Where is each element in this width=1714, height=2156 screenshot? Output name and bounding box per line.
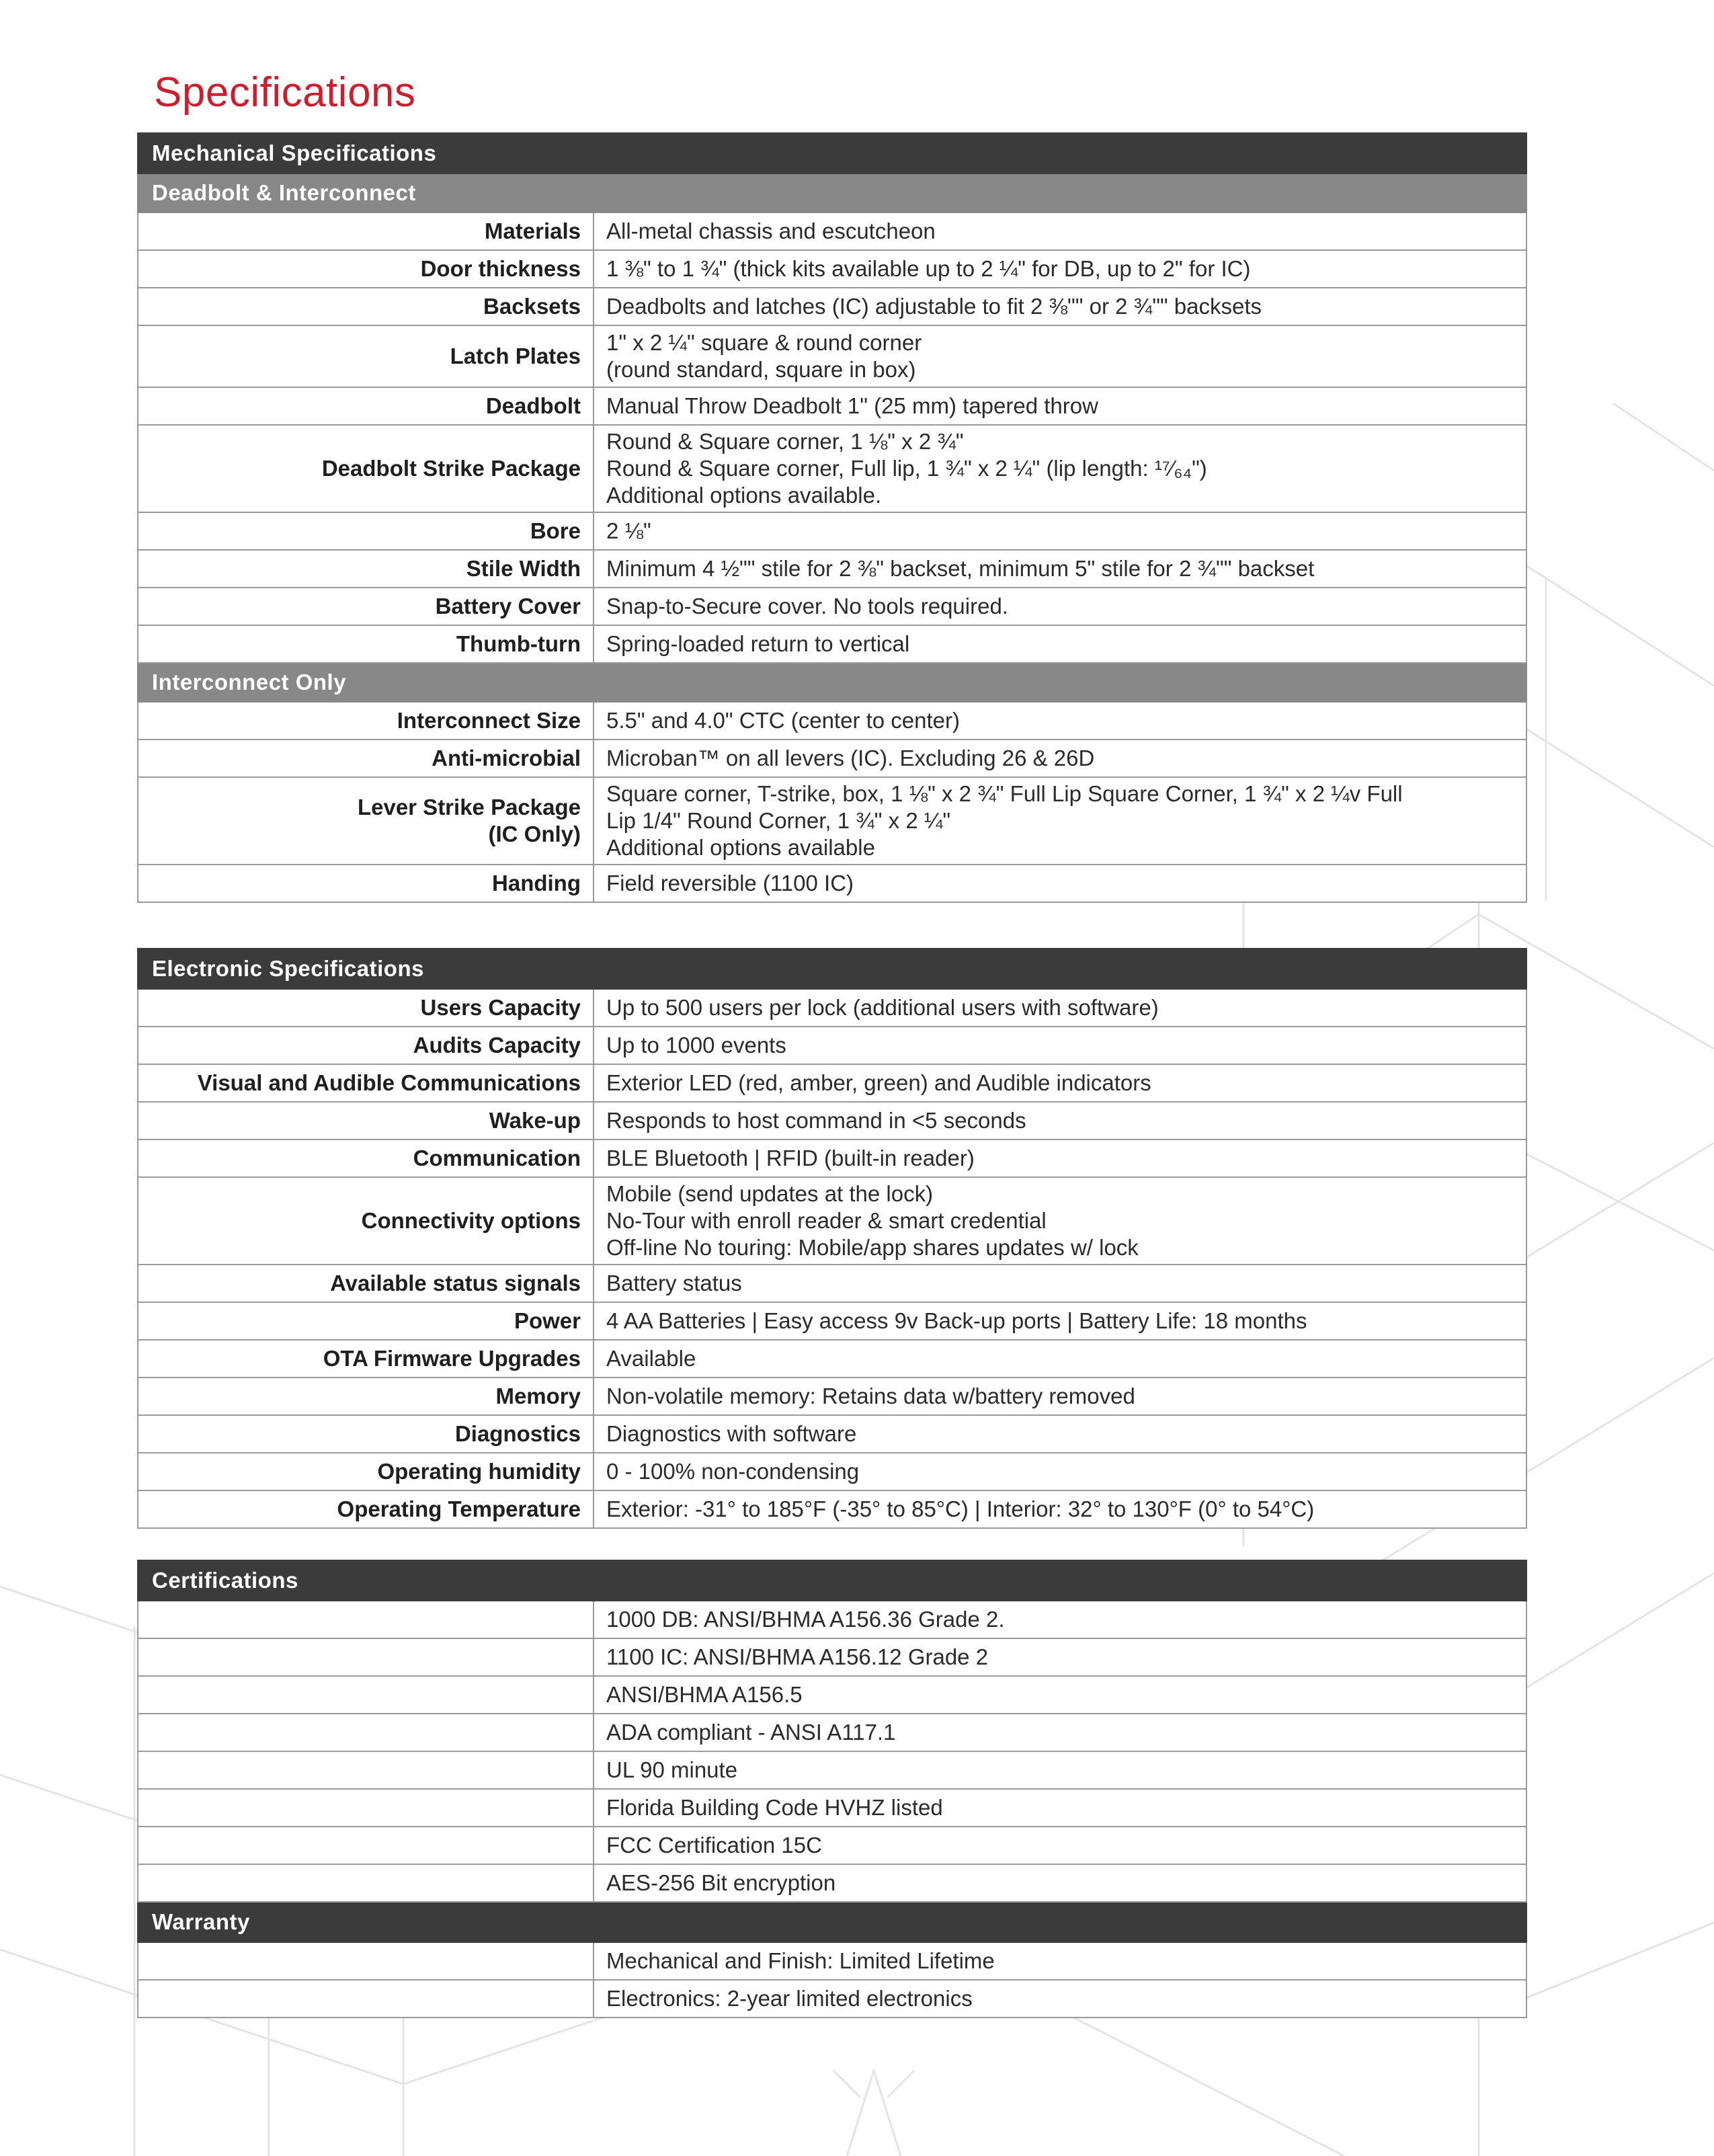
- section-title: Mechanical Specifications: [138, 133, 1526, 173]
- page-title: Specifications: [154, 69, 416, 116]
- spec-row: [138, 1378, 1526, 1415]
- empty-label-cell: [138, 1601, 594, 1638]
- spec-value: [594, 1340, 1526, 1378]
- spec-value-line: Round & Square corner, Full lip, 1 ¾" x 2 ¼" (lip length: ¹⁷⁄₆₄"): [606, 456, 1207, 481]
- spec-value: [594, 512, 1526, 550]
- empty-label-cell: [138, 1827, 594, 1864]
- spec-value: [594, 1453, 1526, 1490]
- spec-row: [138, 1453, 1526, 1490]
- spec-value-line: (round standard, square in box): [606, 357, 916, 382]
- spec-row: [138, 1102, 1526, 1140]
- deadbolt-interconnect-header: [138, 173, 1526, 212]
- spec-value-line: Exterior: -31° to 185°F (-35° to 85°C) | Interior: 32° to 130°F (0° to 54°C): [606, 1496, 1315, 1521]
- list-item: [138, 1714, 1526, 1751]
- spec-value-line: Field reversible (1100 IC): [606, 871, 854, 895]
- empty-label-cell: [138, 1980, 594, 2018]
- spec-value: [594, 865, 1526, 902]
- spec-label: Users Capacity: [138, 989, 594, 1027]
- spec-value-line: Spring-loaded return to vertical: [606, 631, 910, 656]
- list-item-text: Florida Building Code HVHZ listed: [594, 1789, 1526, 1827]
- list-item-text: 1100 IC: ANSI/BHMA A156.12 Grade 2: [594, 1638, 1526, 1676]
- spec-value: [594, 1177, 1526, 1265]
- list-item: [138, 1638, 1526, 1676]
- spec-row: [138, 512, 1526, 550]
- spec-label: [138, 777, 594, 865]
- spec-value: [594, 1265, 1526, 1302]
- spec-label: Thumb-turn: [138, 625, 594, 663]
- spec-label: Available status signals: [138, 1265, 594, 1302]
- spec-row: [138, 1490, 1526, 1528]
- spec-label: Anti-microbial: [138, 740, 594, 777]
- list-item-text: 1000 DB: ANSI/BHMA A156.36 Grade 2.: [594, 1601, 1526, 1638]
- spec-label: Memory: [138, 1378, 594, 1415]
- spec-row: [138, 212, 1526, 250]
- spec-value-line: Snap-to-Secure cover. No tools required.: [606, 594, 1008, 618]
- empty-label-cell: [138, 1789, 594, 1827]
- spec-row: [138, 550, 1526, 588]
- spec-value-line: Manual Throw Deadbolt 1" (25 mm) tapered throw: [606, 393, 1098, 418]
- list-item: [138, 1676, 1526, 1714]
- spec-value: [594, 1302, 1526, 1340]
- spec-row: [138, 865, 1526, 902]
- section-title: Warranty: [138, 1902, 1526, 1942]
- spec-value-line: 5.5" and 4.0" CTC (center to center): [606, 708, 961, 733]
- spec-label: Door thickness: [138, 250, 594, 288]
- spec-row: [138, 325, 1526, 387]
- spec-label: Interconnect Size: [138, 702, 594, 740]
- spec-value-line: 0 - 100% non-condensing: [606, 1459, 860, 1484]
- spec-value-line: Deadbolts and latches (IC) adjustable to fit 2 ⅜"" or 2 ¾"" backsets: [606, 294, 1262, 319]
- spec-label-line: Lever Strike Package: [357, 795, 581, 820]
- spec-row: [138, 1140, 1526, 1177]
- list-item-text: AES-256 Bit encryption: [594, 1864, 1526, 1902]
- empty-label-cell: [138, 1864, 594, 1902]
- spec-value-line: Mobile (send updates at the lock): [606, 1181, 934, 1206]
- warranty-header: [138, 1902, 1526, 1942]
- spec-value-line: Lip 1/4" Round Corner, 1 ¾" x 2 ¼": [606, 808, 951, 833]
- spec-value-line: Additional options available.: [606, 483, 882, 508]
- spec-value-line: 4 AA Batteries | Easy access 9v Back-up ports | Battery Life: 18 months: [606, 1308, 1307, 1333]
- spec-row: [138, 250, 1526, 288]
- empty-label-cell: [138, 1942, 594, 1980]
- empty-label-cell: [138, 1714, 594, 1751]
- spec-row: [138, 1027, 1526, 1064]
- spec-value-line: No-Tour with enroll reader & smart credential: [606, 1208, 1047, 1233]
- spec-label: Power: [138, 1302, 594, 1340]
- spec-label: Backsets: [138, 288, 594, 325]
- spec-label: Latch Plates: [138, 325, 594, 387]
- spec-row: [138, 625, 1526, 663]
- spec-row: [138, 989, 1526, 1027]
- spec-value-line: 2 ⅛": [606, 518, 651, 543]
- spec-label: Audits Capacity: [138, 1027, 594, 1064]
- mechanical-specifications-header: [138, 133, 1526, 173]
- spec-value: [594, 740, 1526, 777]
- list-item: [138, 1864, 1526, 1902]
- spec-row: [138, 777, 1526, 865]
- spec-value: [594, 1027, 1526, 1064]
- spec-value-line: Exterior LED (red, amber, green) and Audible indicators: [606, 1070, 1151, 1095]
- spec-label: Handing: [138, 865, 594, 902]
- spec-value-line: All-metal chassis and escutcheon: [606, 218, 936, 243]
- spec-value-line: Up to 1000 events: [606, 1033, 786, 1057]
- electronic-specifications-header: [138, 949, 1526, 989]
- section-title: Electronic Specifications: [138, 949, 1526, 989]
- spec-value: [594, 250, 1526, 288]
- spec-value: [594, 777, 1526, 865]
- spec-value: [594, 588, 1526, 625]
- list-item-text: UL 90 minute: [594, 1751, 1526, 1789]
- spec-value: [594, 1415, 1526, 1453]
- list-item: [138, 1827, 1526, 1864]
- spec-value-line: Round & Square corner, 1 ⅛" x 2 ¾": [606, 429, 964, 454]
- list-item-text: Mechanical and Finish: Limited Lifetime: [594, 1942, 1526, 1980]
- spec-label: Battery Cover: [138, 588, 594, 625]
- spec-row: [138, 387, 1526, 425]
- mechanical-specifications-table: [137, 132, 1527, 903]
- empty-label-cell: [138, 1638, 594, 1676]
- interconnect-only-header: [138, 663, 1526, 702]
- spec-value: [594, 425, 1526, 512]
- list-item-text: FCC Certification 15C: [594, 1827, 1526, 1864]
- spec-label: Deadbolt: [138, 387, 594, 425]
- spec-value-line: 1" x 2 ¼" square & round corner: [606, 330, 922, 355]
- subsection-title: Interconnect Only: [138, 663, 1526, 702]
- empty-label-cell: [138, 1751, 594, 1789]
- spec-value-line: Diagnostics with software: [606, 1421, 857, 1446]
- spec-row: [138, 425, 1526, 512]
- spec-label: OTA Firmware Upgrades: [138, 1340, 594, 1378]
- spec-label: Operating humidity: [138, 1453, 594, 1490]
- spec-label: Communication: [138, 1140, 594, 1177]
- list-item: [138, 1980, 1526, 2018]
- spec-row: [138, 288, 1526, 325]
- spec-value-line: 1 ⅜" to 1 ¾" (thick kits available up to 2 ¼" for DB, up to 2" for IC): [606, 256, 1251, 281]
- spec-label: Materials: [138, 212, 594, 250]
- spec-label: Bore: [138, 512, 594, 550]
- empty-label-cell: [138, 1676, 594, 1714]
- list-item: [138, 1601, 1526, 1638]
- spec-row: [138, 1302, 1526, 1340]
- spec-value-line: BLE Bluetooth | RFID (built-in reader): [606, 1146, 975, 1170]
- spec-value-line: Up to 500 users per lock (additional users with software): [606, 995, 1159, 1020]
- spec-row: [138, 588, 1526, 625]
- spec-value-line: Minimum 4 ½"" stile for 2 ⅜" backset, minimum 5" stile for 2 ¾"" backset: [606, 556, 1315, 581]
- spec-label: Diagnostics: [138, 1415, 594, 1453]
- spec-label: Stile Width: [138, 550, 594, 588]
- spec-value: [594, 702, 1526, 740]
- spec-value: [594, 1378, 1526, 1415]
- spec-value-line: Square corner, T-strike, box, 1 ⅛" x 2 ¾" Full Lip Square Corner, 1 ¾" x 2 ¼v Full: [606, 781, 1403, 806]
- section-title: Certifications: [138, 1560, 1526, 1601]
- spec-row: [138, 1415, 1526, 1453]
- certifications-header: [138, 1560, 1526, 1601]
- spec-label: Operating Temperature: [138, 1490, 594, 1528]
- spec-value: [594, 1490, 1526, 1528]
- spec-value-line: Additional options available: [606, 835, 875, 860]
- spec-label: Visual and Audible Communications: [138, 1064, 594, 1102]
- list-item-text: ANSI/BHMA A156.5: [594, 1676, 1526, 1714]
- spec-label: Wake-up: [138, 1102, 594, 1140]
- spec-value: [594, 550, 1526, 588]
- spec-row: [138, 702, 1526, 740]
- electronic-specifications-table: [137, 948, 1527, 1529]
- subsection-title: Deadbolt & Interconnect: [138, 173, 1526, 212]
- spec-row: [138, 1340, 1526, 1378]
- spec-value-line: Battery status: [606, 1271, 742, 1295]
- spec-value: [594, 1102, 1526, 1140]
- spec-label: Deadbolt Strike Package: [138, 425, 594, 512]
- certifications-warranty-table: [137, 1560, 1527, 2018]
- spec-value: [594, 387, 1526, 425]
- spec-label-line: (IC Only): [488, 822, 581, 846]
- spec-label: Connectivity options: [138, 1177, 594, 1265]
- list-item: [138, 1751, 1526, 1789]
- spec-value-line: Off-line No touring: Mobile/app shares updates w/ lock: [606, 1235, 1139, 1260]
- list-item: [138, 1942, 1526, 1980]
- spec-value: [594, 625, 1526, 663]
- spec-value-line: Non-volatile memory: Retains data w/battery removed: [606, 1384, 1135, 1408]
- spec-row: [138, 1064, 1526, 1102]
- spec-value: [594, 1064, 1526, 1102]
- spec-value: [594, 989, 1526, 1027]
- spec-value: [594, 1140, 1526, 1177]
- list-item-text: Electronics: 2-year limited electronics: [594, 1980, 1526, 2018]
- spec-value: [594, 288, 1526, 325]
- list-item-text: ADA compliant - ANSI A117.1: [594, 1714, 1526, 1751]
- spec-value-line: Responds to host command in <5 seconds: [606, 1108, 1026, 1133]
- spec-value-line: Available: [606, 1346, 696, 1371]
- spec-row: [138, 740, 1526, 777]
- spec-value: [594, 212, 1526, 250]
- list-item: [138, 1789, 1526, 1827]
- spec-value-line: Microban™ on all levers (IC). Excluding 26 & 26D: [606, 746, 1095, 770]
- spec-row: [138, 1177, 1526, 1265]
- spec-value: [594, 325, 1526, 387]
- spec-row: [138, 1265, 1526, 1302]
